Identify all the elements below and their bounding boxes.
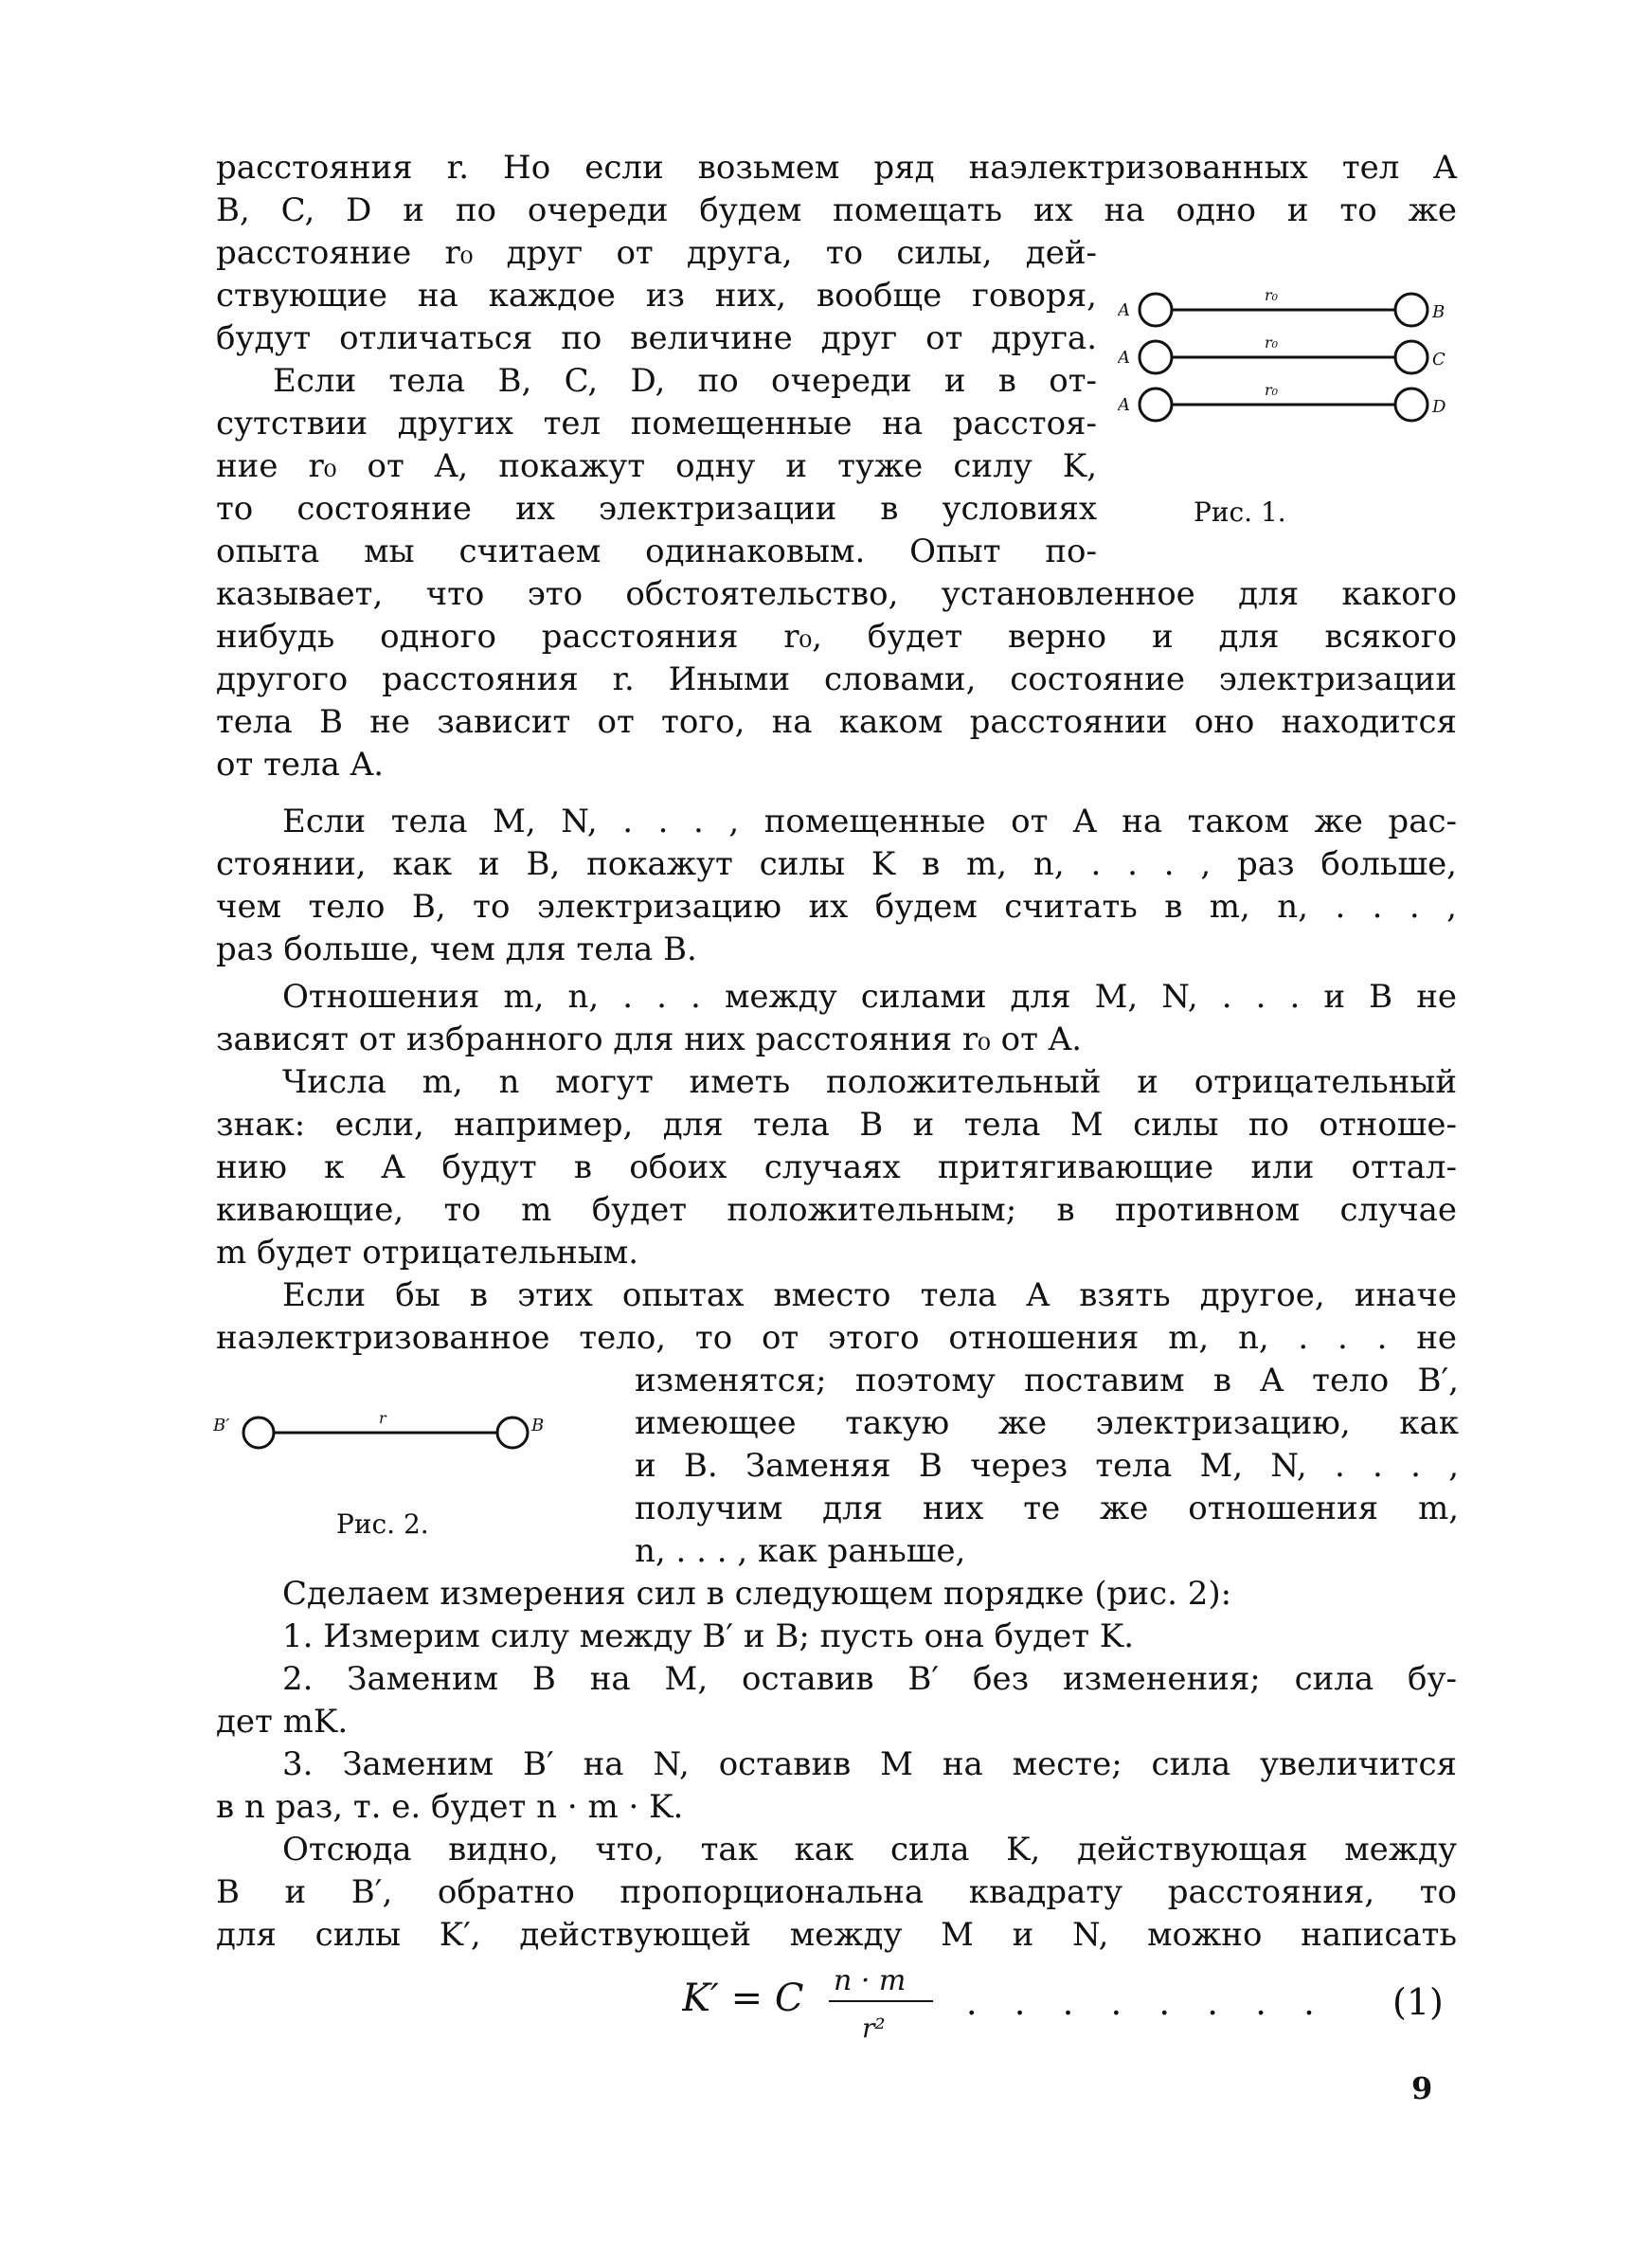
text-line: кивающие, то m будет положительным; в противном случае <box>216 1191 1457 1229</box>
paragraph-4 <box>216 976 1457 1061</box>
text-line: Если тела B, C, D, по очереди и в от- <box>273 362 1097 400</box>
list-item-2 <box>216 1658 1457 1743</box>
text-line: ние r₀ от A, покажут одну и туже силу K, <box>216 447 1097 485</box>
text-line: опыта мы считаем одинаковым. Опыт по- <box>216 533 1097 570</box>
text-line: m будет отрицательным. <box>216 1234 639 1272</box>
paragraph-6-right <box>635 1360 1459 1573</box>
text-line: получим для них те же отношения m, <box>635 1490 1459 1527</box>
text-line: имеющее такую же электризацию, как <box>635 1404 1459 1442</box>
text-line: Числа m, n могут иметь положительный и отрицательный <box>282 1063 1457 1101</box>
fig1-distance-label: r₀ <box>1265 289 1279 304</box>
text-line: казывает, что это обстоятельство, установленное для какого <box>216 575 1457 613</box>
fig1-distance-label: r₀ <box>1265 381 1279 399</box>
paragraph-7 <box>216 1573 1457 1616</box>
text-line: другого расстояния r. Иными словами, состояние электризации <box>216 660 1457 698</box>
text-line: Отсюда видно, что, так как сила K, действующая между <box>282 1831 1457 1869</box>
paragraph-2-full <box>216 573 1457 786</box>
text-line: Если тела M, N, . . . , помещенные от A на таком же рас- <box>282 803 1457 840</box>
text-line: изменятся; поэтому поставим в A тело B′, <box>635 1362 1459 1399</box>
text-line: 3. Заменим B′ на N, оставив M на месте; сила увеличится <box>282 1745 1457 1783</box>
fig2-label-right: B <box>531 1416 545 1435</box>
text-line: дет mK. <box>216 1703 349 1741</box>
page-number: 9 <box>1411 2070 1433 2106</box>
fig1-label-left: A <box>1118 395 1130 415</box>
text-line: B и B′, обратно пропорциональна квадрату расстояния, то <box>216 1873 1457 1911</box>
formula-numerator: n · m <box>834 1964 907 1997</box>
text-line: 1. Измерим силу между B′ и B; пусть она будет K. <box>282 1617 1135 1655</box>
paragraph-5 <box>216 1061 1457 1274</box>
figure-2-caption: Рис. 2. <box>336 1508 429 1540</box>
paragraph-1-narrow <box>216 232 1097 360</box>
fig1-label-right: D <box>1432 397 1446 417</box>
formula-1 <box>682 1952 1459 2066</box>
text-line: зависят от избранного для них расстояния r₀ от A. <box>216 1020 1083 1058</box>
fig1-body-circle <box>1395 294 1428 326</box>
formula-denominator: r² <box>862 2013 886 2044</box>
fig1-label-right: C <box>1432 350 1446 370</box>
text-line: знак: если, например, для тела B и тела M силы по отноше- <box>216 1106 1457 1144</box>
text-line: нию к A будут в обоих случаях притягивающие или оттал- <box>216 1148 1457 1186</box>
fig2-body-circle <box>243 1417 274 1448</box>
formula-lhs: K′ = C <box>682 1977 804 2020</box>
paragraph-6 <box>216 1274 1457 1360</box>
fig1-label-right: B <box>1432 302 1446 322</box>
text-line: раз больше, чем для тела B. <box>216 930 697 968</box>
fig1-label-left: A <box>1118 348 1130 368</box>
text-line: Сделаем измерения сил в следующем порядке (рис. 2): <box>282 1575 1232 1613</box>
text-line: и B. Заменяя B через тела M, N, . . . , <box>635 1447 1459 1485</box>
paragraph-8 <box>216 1829 1457 1957</box>
fig1-body-circle <box>1395 341 1428 373</box>
formula-dots: . . . . . . . . <box>966 1984 1328 2023</box>
paragraph-2-narrow <box>216 360 1097 573</box>
text-line: стоянии, как и B, покажут силы K в m, n, . . . , раз больше, <box>216 845 1457 883</box>
text-line: наэлектризованное тело, то от этого отношения m, n, . . . не <box>216 1319 1457 1357</box>
text-line: чем тело B, то электризацию их будем считать в m, n, . . . , <box>216 888 1457 926</box>
text-line: будут отличаться по величине друг от друга. <box>216 319 1097 357</box>
text-line: в n раз, т. е. будет n · m · K. <box>216 1788 684 1826</box>
paragraph-1 <box>216 147 1457 232</box>
figure-1 <box>1118 289 1459 564</box>
fig2-body-circle <box>497 1417 528 1448</box>
text-line: B, C, D и по очереди будем помещать их на одно и то же <box>216 191 1457 229</box>
text-line: n, . . . , как раньше, <box>635 1532 966 1570</box>
fig1-body-circle <box>1140 388 1172 421</box>
text-line: Отношения m, n, . . . между силами для M, N, . . . и B не <box>282 978 1457 1016</box>
text-line: 2. Заменим B на M, оставив B′ без изменения; сила бу- <box>282 1660 1457 1698</box>
fig1-body-circle <box>1140 294 1172 326</box>
fig2-label-left: B′ <box>213 1416 230 1435</box>
text-line: ствующие на каждое из них, вообще говоря, <box>216 277 1097 315</box>
list-item-3 <box>216 1743 1457 1829</box>
text-line: от тела A. <box>216 746 385 784</box>
text-line: сутствии других тел помещенные на расстоя- <box>216 405 1097 442</box>
text-line: расстояния r. Но если возьмем ряд наэлектризованных тел A <box>216 149 1457 187</box>
text-line: нибудь одного расстояния r₀, будет верно и для всякого <box>216 618 1457 656</box>
text-line: тела B не зависит от того, на каком расстоянии оно находится <box>216 703 1457 741</box>
fig1-body-circle <box>1140 341 1172 373</box>
figure-2 <box>213 1393 573 1554</box>
fig1-label-left: A <box>1118 300 1130 320</box>
formula-number: (1) <box>1392 1981 1444 2023</box>
text-line: для силы K′, действующей между M и N, можно написать <box>216 1916 1457 1954</box>
paragraph-3 <box>216 801 1457 971</box>
fig1-distance-label: r₀ <box>1265 334 1279 352</box>
figure-1-caption: Рис. 1. <box>1194 497 1286 528</box>
text-line: расстояние r₀ друг от друга, то силы, дей- <box>216 234 1097 272</box>
text-line: то состояние их электризации в условиях <box>216 490 1097 528</box>
fig2-distance-label: r <box>379 1409 386 1427</box>
list-item-1 <box>216 1616 1457 1658</box>
text-line: Если бы в этих опытах вместо тела A взять другое, иначе <box>282 1276 1457 1314</box>
fig1-body-circle <box>1395 388 1428 421</box>
